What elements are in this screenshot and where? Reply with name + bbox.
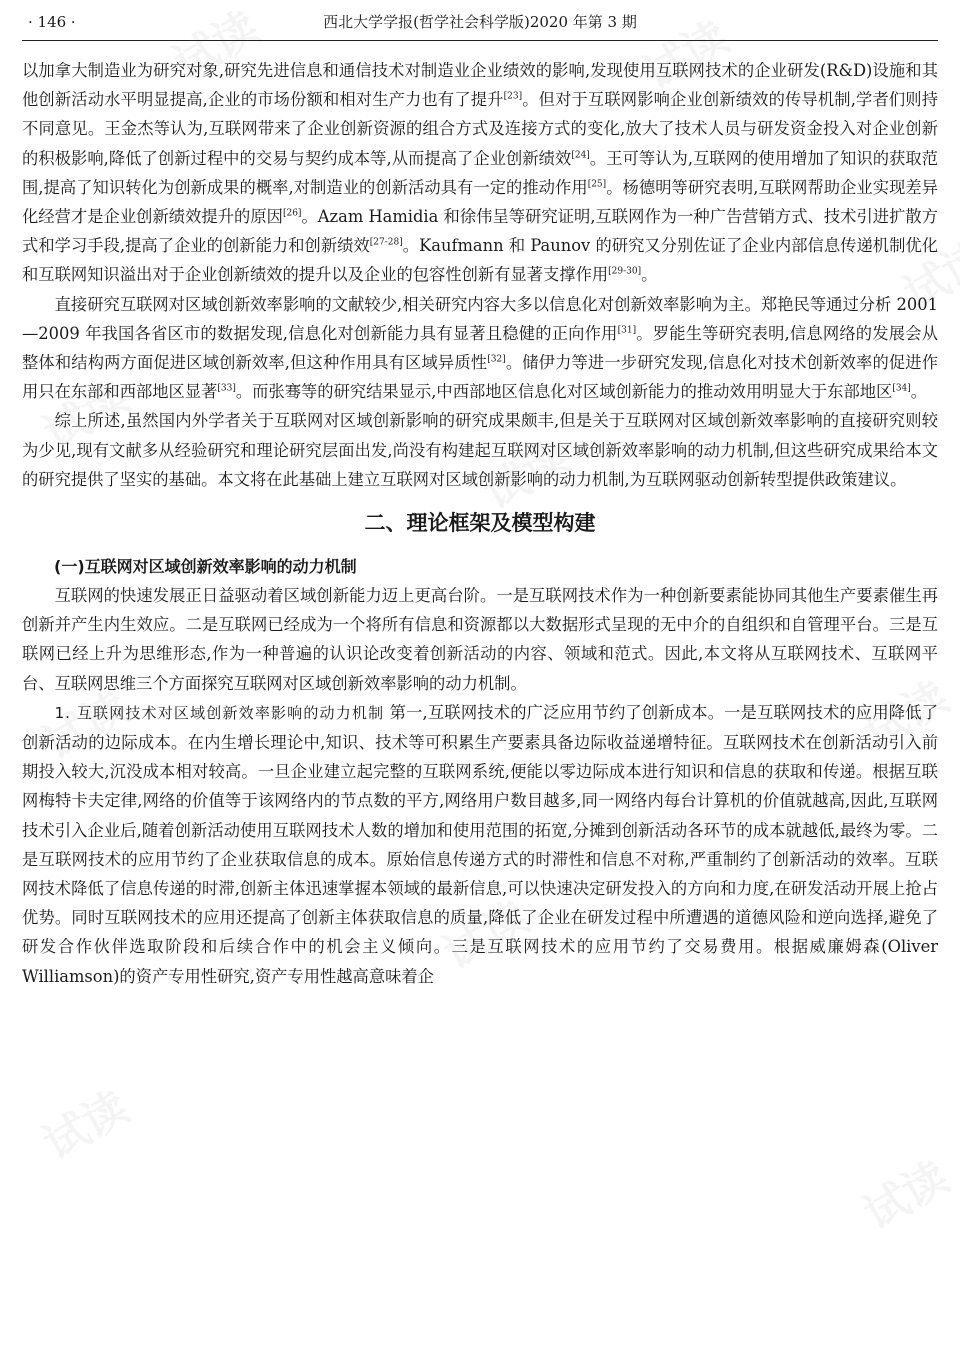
subsection-heading: (一)互联网对区域创新效率影响的动力机制 [54,557,357,577]
citation: [34] [892,383,911,394]
paragraph-4: 互联网的快速发展正日益驱动着区域创新能力迈上更高台阶。一是互联网技术作为一种创新要素能协同其他生产要素催生再创新并产生内生效应。二是互联网已经成为一个将所有信息和资源都以大数据形式呈现的无中介的自组织和自管理平台。三是互联网已经上升为思维形态,作为一种普遍的认识论改变着创新活动的内容、领域和范式。因此,本文将从互联网技术、互联网平台、互联网思维三个方面探究互联网对区域创新效率影响的动力机制。 [22,586,938,693]
citation: [27-28] [369,237,403,248]
paragraph-3: 综上所述,虽然国内外学者关于互联网对区域创新影响的研究成果颇丰,但是关于互联网对区域创新效率影响的直接研究则较为少见,现有文献多从经验研究和理论研究层面出发,尚没有构建起互联网对区域创新效率影响的动力机制,但这些研究成果给本文的研究提供了坚实的基础。本文将在此基础上建立互联网对区域创新影响的动力机制,为互联网驱动创新转型提供政策建议。 [22,411,938,489]
article-body [22,56,938,991]
running-header [22,8,938,36]
page-number: · 146 · [28,13,76,31]
citation: [23] [503,91,523,102]
section-heading: 二、理论框架及模型构建 [364,511,596,536]
citation: [24] [571,150,590,161]
citation: [33] [217,383,236,394]
journal-title: 西北大学学报(哲学社会科学版)2020 年第 3 期 [323,13,637,31]
citation: [26] [282,208,302,219]
subsubsection-heading: 1. 互联网技术对区域创新效率影响的动力机制 [54,703,385,722]
citation: [32] [487,354,506,365]
paragraph-2: 直接研究互联网对区域创新效率影响的文献较少,相关研究内容大多以信息化对创新效率影响为主。郑艳民等通过分析 2001—2009 年我国各省区市的数据发现,信息化对创新能力具有显著且稳健的正向作用[31]。罗能生等研究表明,信息网络的发展会从整体和结构两方面促进区域创新效率,但这种作用具有区域异质性[32]。储伊力等进一步研究发现,信息化对技术创新效率的促进作用只在东部和西部地区显著[33]。而张骞等的研究结果显示,中西部地区信息化对区域创新能力的推动效用明显大于东部地区[34]。 [22,294,938,402]
citation: [25] [587,179,607,190]
watermark [30,1072,138,1171]
citation: [29-30] [608,267,642,277]
watermark [850,1142,958,1241]
citation: [31] [617,325,637,336]
header-rule [22,40,938,41]
paragraph-1: 以加拿大制造业为研究对象,研究先进信息和通信技术对制造业企业绩效的影响,发现使用互联网技术的企业研发(R&D)设施和其他创新活动水平明显提高,企业的市场份额和相对生产力也有了提升[23]。但对于互联网影响企业创新绩效的传导机制,学者们则持不同意见。王金杰等认为,互联网带来了企业创新资源的组合方式及连接方式的变化,放大了技术人员与研发资金投入对企业创新的积极影响,降低了创新过程中的交易与契约成本等,从而提高了企业创新绩效[24]。王可等认为,互联网的使用增加了知识的获取范围,提高了知识转化为创新成果的概率,对制造业的创新活动具有一定的推动作用[25]。杨德明等研究表明,互联网帮助企业实现差异化经营才是企业创新绩效提升的原因[26]。Azam Hamidia 和徐伟呈等研究证明,互联网作为一种广告营销方式、技术引进扩散方式和学习手段,提高了企业的创新能力和创新绩效[27-28]。Kaufmann 和 Paunov 的研究又分别佐证了企业内部信息传递机制优化和互联网知识溢出对于企业创新绩效的提升以及企业的包容性创新有显著支撑作用[29-30]。 [22,61,938,285]
paragraph-5: 1. 互联网技术对区域创新效率影响的动力机制 第一,互联网技术的广泛应用节约了创新成本。一是互联网技术的应用降低了创新活动的边际成本。在内生增长理论中,知识、技术等可积累生产要素具备边际收益递增特征。互联网技术在创新活动引入前期投入较大,沉没成本相对较高。一旦企业建立起完整的互联网系统,便能以零边际成本进行知识和信息的获取和传递。根据互联网梅特卡夫定律,网络的价值等于该网络内的节点数的平方,网络用户数目越多,同一网络内每台计算机的价值就越高,因此,互联网技术引入企业后,随着创新活动使用互联网技术人数的增加和使用范围的拓宽,分摊到创新活动各环节的成本就越低,最终为零。二是互联网技术的应用节约了企业获取信息的成本。原始信息传递方式的时滞性和信息不对称,严重制约了创新活动的效率。互联网技术降低了信息传递的时滞,创新主体迅速掌握本领域的最新信息,可以快速决定研发投入的方向和力度,在研发活动开展上抢占优势。同时互联网技术的应用还提高了创新主体获取信息的质量,降低了企业在研发过程中所遭遇的道德风险和逆向选择,避免了研发合作伙伴选取阶段和后续合作中的机会主义倾向。三是互联网技术的应用节约了交易费用。根据威廉姆森(Oliver Williamson)的资产专用性研究,资产专用性越高意味着企 [22,702,938,986]
